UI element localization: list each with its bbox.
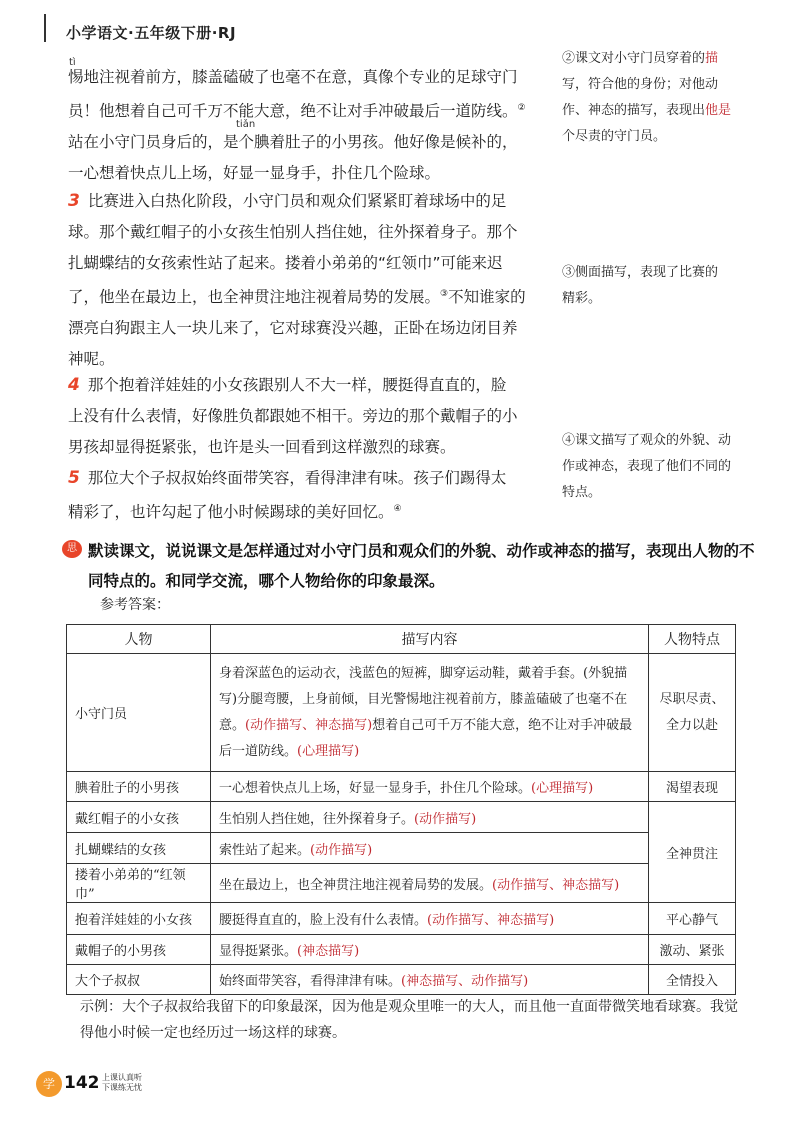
question-text: 默读课文，说说课文是怎样通过对小守门员和观众们的外貌、动作或神态的描写，表现出人物的不同特点的。和同学交流，哪个人物给你的印象最深。 [88, 542, 755, 590]
paragraph-number: 3 [68, 191, 80, 211]
column-header: 描写内容 [211, 625, 649, 654]
table-row [67, 802, 736, 833]
paragraph-5: 5 那位大个子叔叔始终面带笑容，看得津津有味。孩子们踢得太 精彩了，也许勾起了他小时候踢球的美好回忆。④ [68, 468, 507, 522]
trait-cell: 激动、紧张 [649, 935, 736, 965]
content-cell: 腰挺得直直的，脸上没有什么表情。(动作描写、神态描写) [211, 903, 649, 935]
side-note-2: ②课文对小守门员穿着的描 写，符合他的身份；对他动 作、神态的描写，表现出他是 个尽责的守门员。 [562, 51, 732, 144]
passage-line: 惕地注视着前方，膝盖磕破了也毫不在意，真像个专业的足球守门 [68, 68, 518, 86]
content-cell: 显得挺紧张。(神态描写) [211, 935, 649, 965]
table-row [67, 965, 736, 995]
passage-top [68, 62, 538, 189]
header-title: 小学语文·五年级下册·RJ [66, 24, 237, 42]
paragraph-number: 4 [68, 375, 80, 395]
trait-cell: 全情投入 [649, 965, 736, 995]
reference-answer-label: 参考答案： [100, 597, 170, 613]
table-row [67, 864, 736, 903]
column-header: 人物 [67, 625, 211, 654]
passage-line: 站在小守门员身后的，是个腆着肚子的小男孩。他好像是候补的， [68, 133, 518, 152]
page-badge-icon: 学 [36, 1071, 62, 1097]
paragraph-4: 4 那个抱着洋娃娃的小女孩跟别人不大一样，腰挺得直直的，脸 上没有什么表情，好像胜负都跟她不相干。旁边的那个戴帽子的小 男孩却显得挺紧张，也许是头一回看到这样激烈的球赛。 [68, 375, 518, 456]
person-cell: 小守门员 [67, 654, 211, 772]
content-cell: 坐在最边上，也全神贯注地注视着局势的发展。(动作描写、神态描写) [211, 864, 649, 903]
table-row [67, 772, 736, 802]
table-row [67, 935, 736, 965]
person-cell: 腆着肚子的小男孩 [67, 772, 211, 802]
person-cell: 扎蝴蝶结的女孩 [67, 833, 211, 864]
side-note-4: ④课文描写了观众的外貌、动 作或神态，表现了他们不同的 特点。 [562, 433, 732, 500]
trait-cell: 渴望表现 [649, 772, 736, 802]
table-header-row [67, 625, 736, 654]
question-icon: 思 [62, 540, 82, 558]
paragraph-number: 5 [68, 468, 80, 488]
passage-line: 一心想着快点儿上场，好显一显身手，扑住几个险球。 [68, 164, 441, 183]
trait-cell: 平心静气 [649, 903, 736, 935]
answer-table [66, 624, 736, 995]
table-row [67, 833, 736, 864]
table-row [67, 903, 736, 935]
table-row [67, 654, 736, 772]
content-cell: 始终面带笑容，看得津津有味。(神态描写、动作描写) [211, 965, 649, 995]
person-cell: 戴帽子的小男孩 [67, 935, 211, 965]
side-note-3: ③侧面描写，表现了比赛的 精彩。 [562, 265, 719, 306]
content-cell: 索性站了起来。(动作描写) [211, 833, 649, 864]
person-cell: 戴红帽子的小女孩 [67, 802, 211, 833]
header-bar [44, 14, 46, 42]
person-cell: 大个子叔叔 [67, 965, 211, 995]
content-cell: 一心想着快点儿上场，好显一显身手，扑住几个险球。(心理描写) [211, 772, 649, 802]
trait-cell-merged: 全神贯注 [649, 802, 736, 903]
column-header: 人物特点 [649, 625, 736, 654]
pinyin-tian: tiǎn [236, 119, 256, 130]
paragraph-3: 3 比赛进入白热化阶段，小守门员和观众们紧紧盯着球场中的足 球。那个戴红帽子的小女孩生怕别人挡住她，往外探着身子。那个 扎蝴蝶结的女孩索性站了起来。搂着小弟弟的“红领巾”可能来迟 了，他坐在最边上，也全神贯注地注视着局势的发展。③不知谁家的 漂亮白狗跟主人一块儿来了，它对球赛没兴趣，正卧在场边闭目养 神呢。 [68, 191, 526, 369]
example-answer: 示例：大个子叔叔给我留下的印象最深，因为他是观众里唯一的大人，而且他一直面带微笑地看球赛。我觉得他小时候一定也经历过一场这样的球赛。 [80, 999, 738, 1041]
page-number: 142 [64, 1073, 100, 1093]
footer-motto: 上课认真听 下课练无忧 [102, 1073, 142, 1092]
content-cell: 身着深蓝色的运动衣，浅蓝色的短裤，脚穿运动鞋，戴着手套。(外貌描写)分腿弯腰，上身前倾，目光警惕地注视着前方，膝盖磕破了也毫不在意。(动作描写、神态描写)想着自己可千万不能大意，绝不让对手冲破最后一道防线。(心理描写) [211, 654, 649, 772]
person-cell: 抱着洋娃娃的小女孩 [67, 903, 211, 935]
content-cell: 生怕别人挡住她，往外探着身子。(动作描写) [211, 802, 649, 833]
trait-cell: 尽职尽责、全力以赴 [649, 654, 736, 772]
passage-line: 员！他想着自己可千万不能大意，绝不让对手冲破最后一道防线。② [68, 102, 526, 121]
person-cell: 搂着小弟弟的“红领巾” [67, 864, 211, 903]
pinyin-ti: tì [69, 57, 76, 68]
